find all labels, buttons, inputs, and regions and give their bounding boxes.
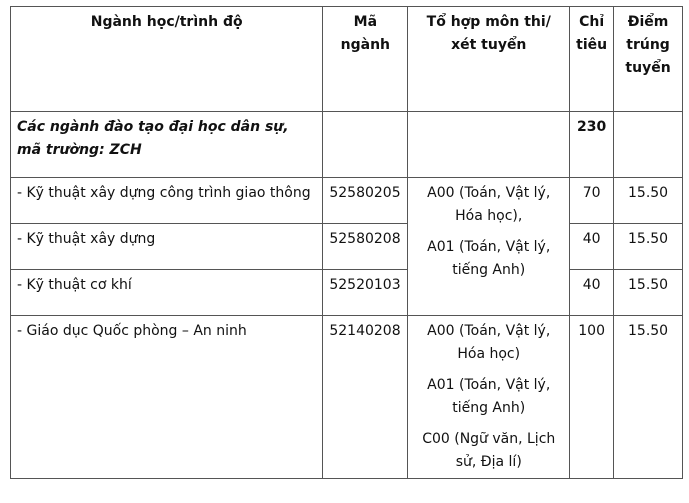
- section-quota: 230: [570, 112, 614, 178]
- table-row: [11, 316, 683, 479]
- section-combo-empty: [408, 112, 570, 178]
- section-row: [11, 112, 683, 178]
- row-quota: 40: [570, 270, 614, 316]
- combo-item: A01 (Toán, Vật lý, tiếng Anh): [427, 239, 551, 278]
- header-row: [11, 7, 683, 112]
- header-combo: Tổ hợp môn thi/ xét tuyển: [408, 7, 570, 112]
- row-score: 15.50: [614, 178, 683, 224]
- table-row: [11, 224, 683, 270]
- row-quota: 70: [570, 178, 614, 224]
- admission-table: [10, 6, 683, 479]
- table-row: [11, 270, 683, 316]
- row-score: 15.50: [614, 270, 683, 316]
- row-major: - Kỹ thuật xây dựng công trình giao thông: [11, 178, 323, 224]
- combo-item: C00 (Ngữ văn, Lịch sử, Địa lí): [422, 431, 556, 470]
- section-code-empty: [323, 112, 408, 178]
- row-score: 15.50: [614, 316, 683, 479]
- row-major: - Giáo dục Quốc phòng – An ninh: [11, 316, 323, 479]
- header-score: Điểm trúng tuyển: [614, 7, 683, 112]
- combo-group-1: [408, 178, 570, 316]
- row-score: 15.50: [614, 224, 683, 270]
- section-title: Các ngành đào tạo đại học dân sự, mã trường: ZCH: [11, 112, 323, 178]
- combo-group-2: [408, 316, 570, 479]
- section-score-empty: [614, 112, 683, 178]
- row-major: - Kỹ thuật cơ khí: [11, 270, 323, 316]
- row-code: 52580208: [323, 224, 408, 270]
- combo-item: A00 (Toán, Vật lý, Hóa học): [427, 323, 551, 362]
- combo-item: A01 (Toán, Vật lý, tiếng Anh): [427, 377, 551, 416]
- row-quota: 40: [570, 224, 614, 270]
- row-code: 52520103: [323, 270, 408, 316]
- header-code: Mã ngành: [323, 7, 408, 112]
- table-row: [11, 178, 683, 224]
- row-code: 52140208: [323, 316, 408, 479]
- header-major: Ngành học/trình độ: [11, 7, 323, 112]
- row-code: 52580205: [323, 178, 408, 224]
- combo-item: A00 (Toán, Vật lý, Hóa học),: [427, 185, 551, 224]
- row-quota: 100: [570, 316, 614, 479]
- row-major: - Kỹ thuật xây dựng: [11, 224, 323, 270]
- header-quota: Chỉ tiêu: [570, 7, 614, 112]
